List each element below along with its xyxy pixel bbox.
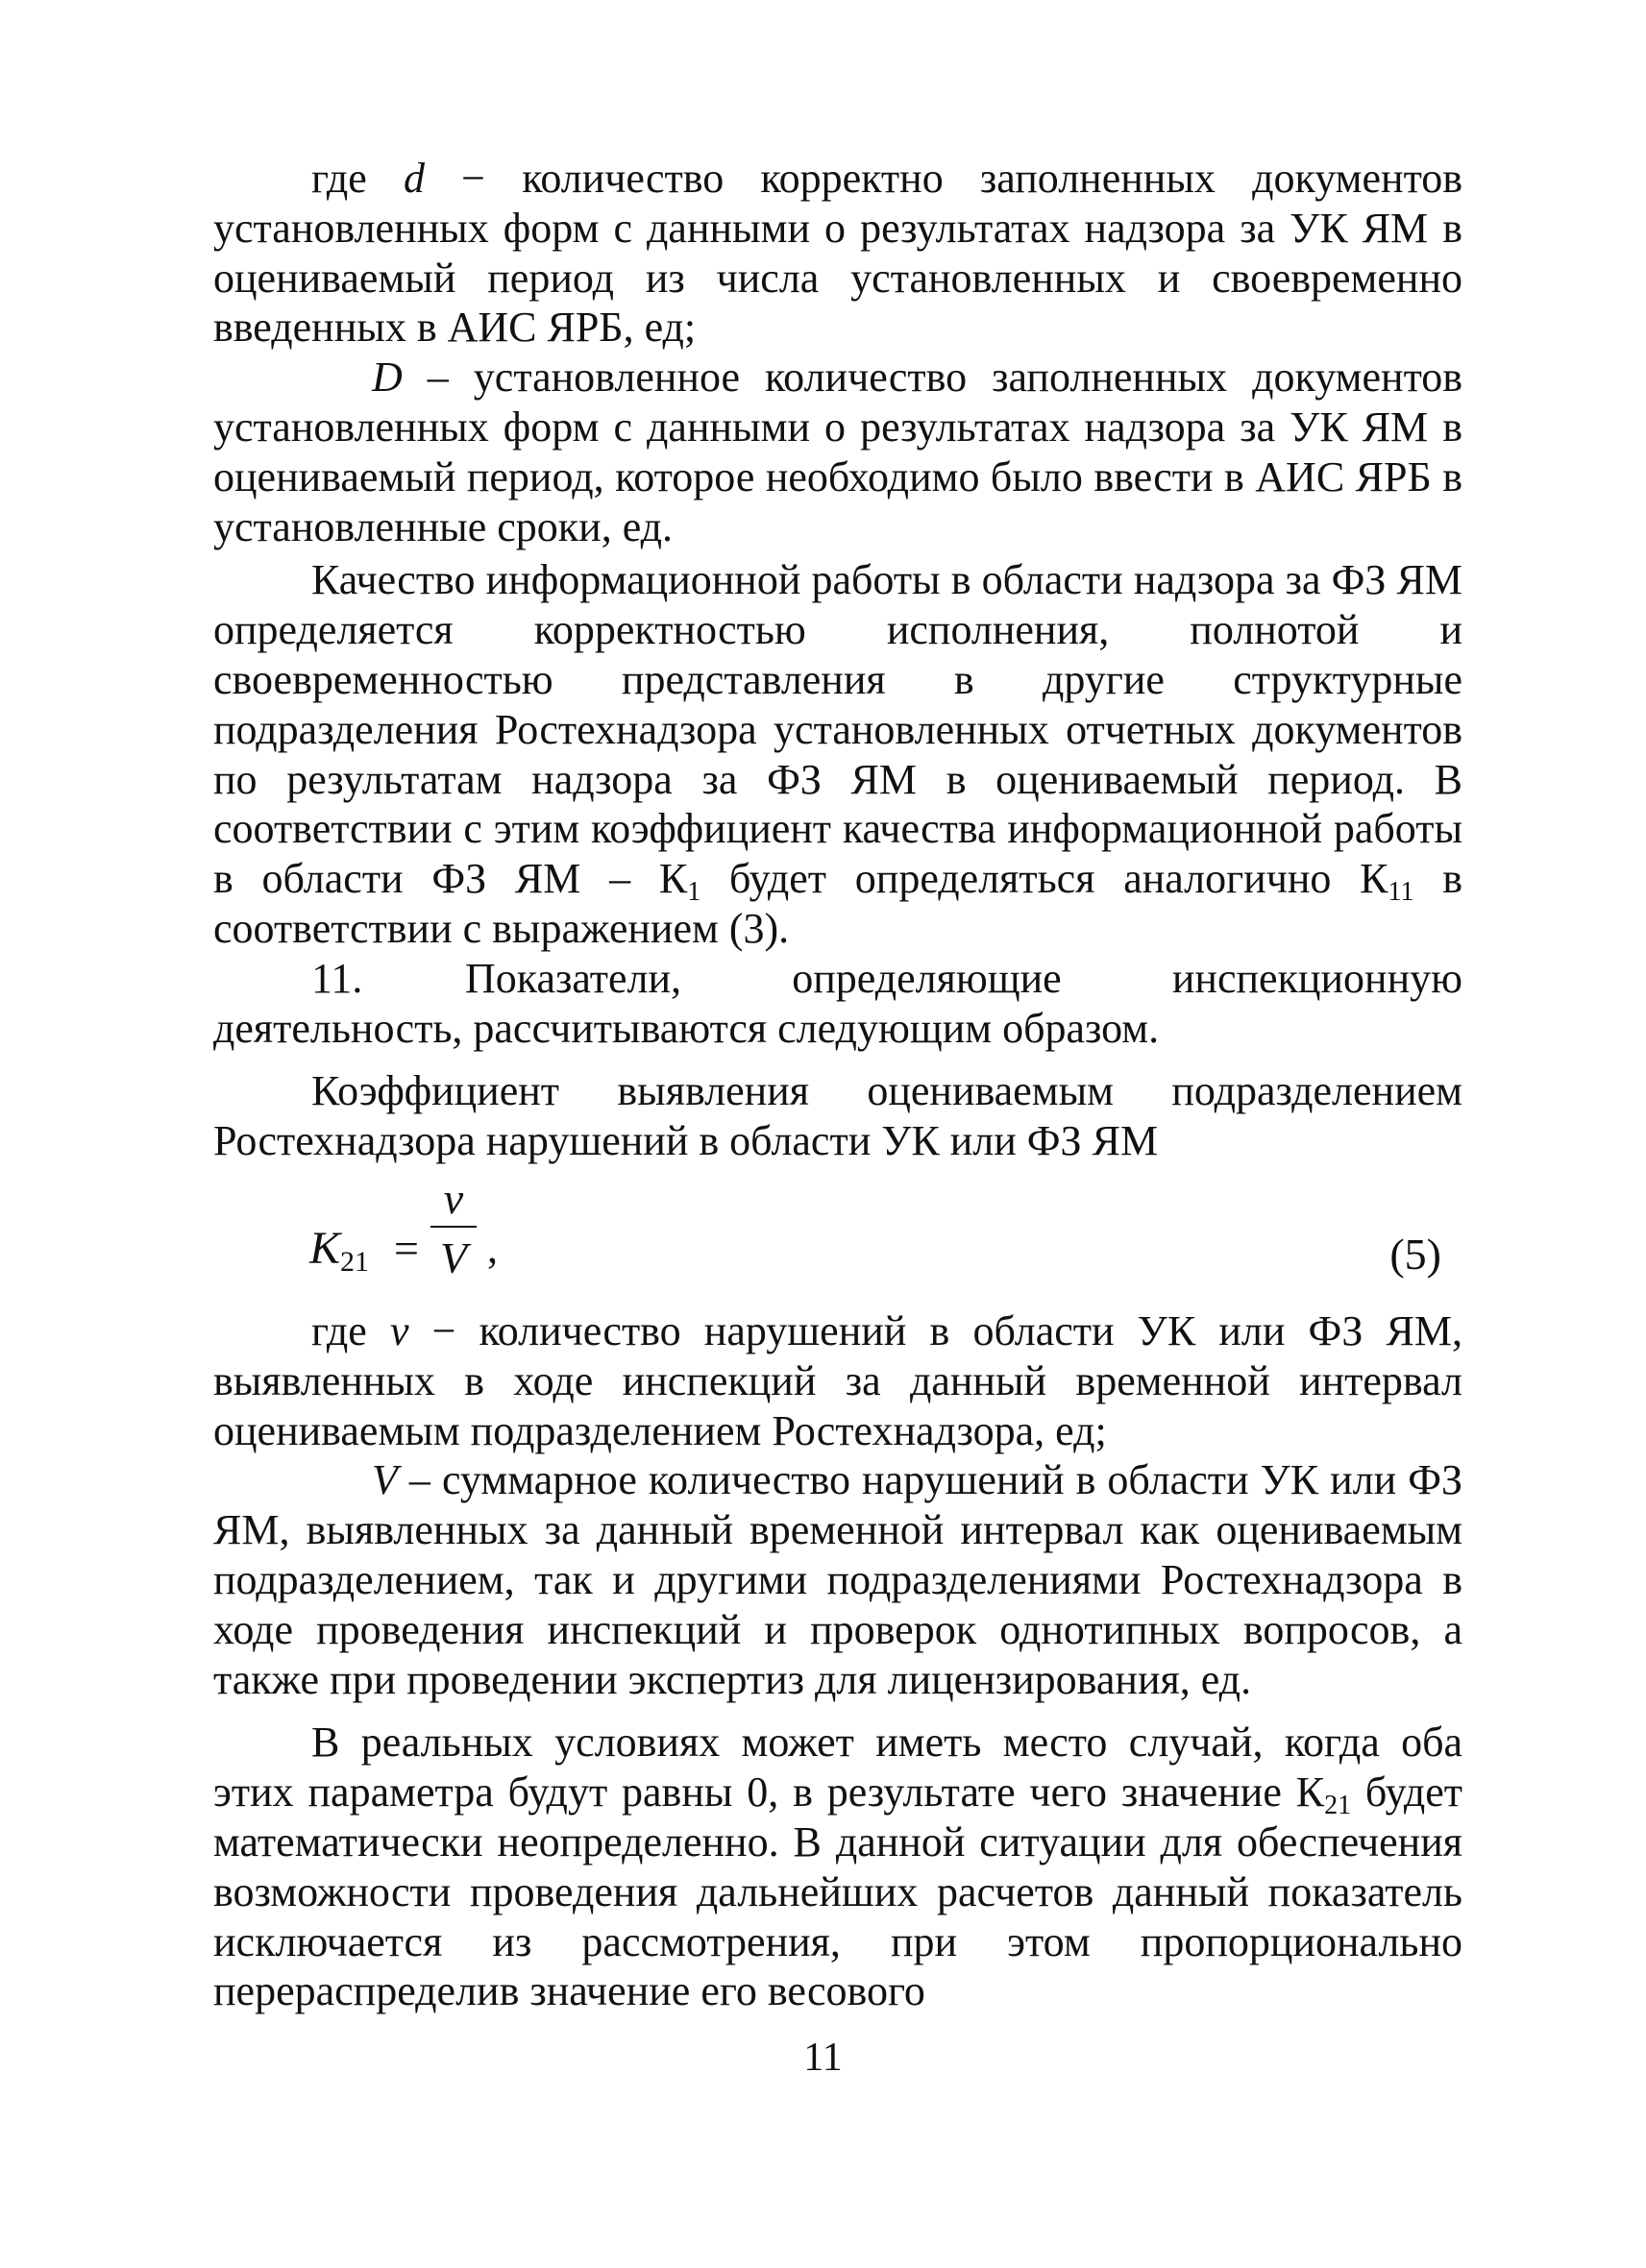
text-span: – установленное количество заполненных документов установленных форм с данными о результатах надзора за УК ЯМ в оцениваемый период, которое необходимо было ввести в АИС ЯРБ в установленные сроки, ед. <box>213 354 1462 550</box>
text-span: где <box>311 1306 390 1354</box>
text-span: Качество информационной работы в области надзора за ФЗ ЯМ определяется корректностью исполнения, полнотой и своевременностью представления в другие структурные подразделения Ростехнадзора установленных отчетных документов по результатам надзора за ФЗ ЯМ в оцениваемый период. В соответствии с этим коэффициент качества информационной работы в области ФЗ ЯМ – К <box>213 556 1462 903</box>
text-span: В реальных условиях может иметь место случай, когда оба этих параметра будут равны 0, в результате чего значение К <box>213 1719 1462 1817</box>
variable-v: v <box>389 1306 409 1354</box>
text-span: – суммарное количество нарушений в области УК или ФЗ ЯМ, выявленных за данный временной интервал как оцениваемым подразделением, так и другими подразделениями Ростехнадзора в ходе проведения инспекций и проверок однотипных вопросов, а также при проведении экспертиз для лицензирования, ед. <box>213 1456 1462 1703</box>
page-number: 11 <box>803 2036 843 2080</box>
formula-number: (5) <box>1389 1229 1441 1279</box>
text-span: Показатели, определяющие инспекционную деятельность, рассчитываются следующим образом. <box>213 954 1462 1052</box>
fraction-bar <box>430 1226 477 1228</box>
document-page <box>213 154 1462 2016</box>
text-span: где <box>311 155 404 202</box>
subscript: 1 <box>687 877 701 908</box>
formula-comma: , <box>487 1224 498 1272</box>
paragraph-definition-D <box>213 353 1462 551</box>
text-span: Коэффициент выявления оцениваемым подразделением Ростехнадзора нарушений в области УК или ФЗ ЯМ <box>213 1067 1462 1165</box>
subscript: 21 <box>1324 1791 1352 1821</box>
paragraph-definition-v <box>213 1306 1462 1455</box>
formula-equals: = <box>394 1223 419 1273</box>
paragraph-definition-V <box>213 1455 1462 1704</box>
paragraph-quality-info-work <box>213 555 1462 953</box>
formula-subscript: 21 <box>340 1245 370 1278</box>
formula-denominator: V <box>439 1232 468 1282</box>
paragraph-item-11 <box>213 954 1462 1054</box>
text-span: − количество корректно заполненных документов установленных форм с данными о результатах надзора за УК ЯМ в оцениваемый период из числа установленных и своевременно введенных в АИС ЯРБ, ед; <box>213 155 1462 352</box>
paragraph-real-conditions <box>213 1718 1462 2016</box>
paragraph-definition-d <box>213 154 1462 353</box>
text-span: будет математически неопределенно. В данной ситуации для обеспечения возможности проведения дальнейших расчетов данный показатель исключается из рассмотрения, при этом пропорционально перераспределив значение его весового <box>213 1768 1462 2015</box>
item-number: 11. <box>311 954 363 1002</box>
formula-symbol: K <box>309 1222 341 1274</box>
text-span: − количество нарушений в области УК или ФЗ ЯМ, выявленных в ходе инспекций за данный временной интервал оцениваемым подразделением Ростехнадзора, ед; <box>213 1306 1462 1454</box>
formula-lhs <box>309 1222 370 1278</box>
variable-d: d <box>403 155 425 202</box>
paragraph-detection-coefficient <box>213 1066 1462 1166</box>
formula-5 <box>213 1174 1462 1297</box>
variable-D: D <box>372 354 403 402</box>
text-span: в соответствии с выражением (3). <box>213 855 1462 952</box>
formula-fraction <box>427 1174 480 1283</box>
subscript: 11 <box>1388 877 1414 908</box>
variable-V: V <box>372 1456 398 1504</box>
formula-numerator: v <box>443 1173 464 1223</box>
text-span: будет определяться аналогично К <box>700 855 1388 903</box>
